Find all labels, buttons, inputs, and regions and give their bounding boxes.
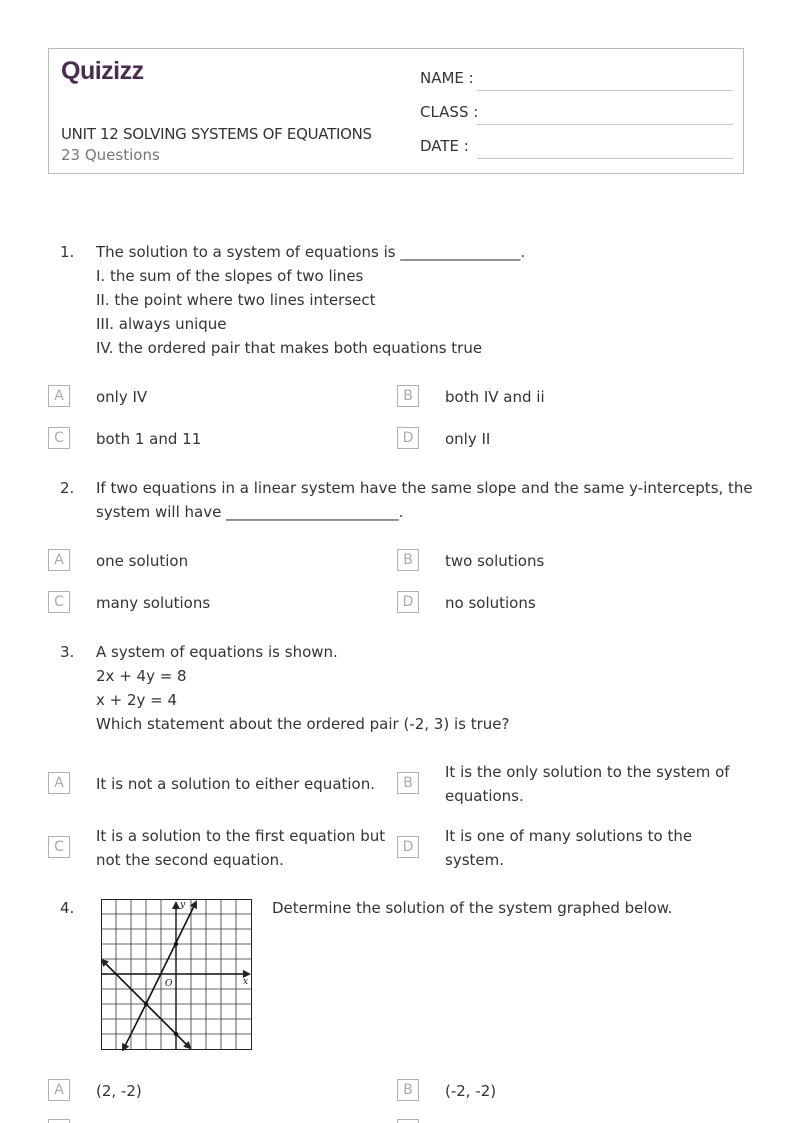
class-field[interactable]	[477, 124, 733, 125]
y-intercept-point	[174, 942, 178, 946]
date-label: DATE :	[420, 137, 469, 155]
option-a-text[interactable]: only IV	[96, 388, 148, 406]
question-line: Determine the solution of the system graphed below.	[272, 899, 673, 917]
option-line: not the second equation.	[96, 851, 284, 869]
option-line: It is one of many solutions to the	[445, 827, 693, 845]
option-c-text[interactable]	[96, 824, 391, 872]
question-text	[272, 896, 672, 920]
option-c-text[interactable]: both 1 and 11	[96, 430, 202, 448]
option-line: It is not a solution to either equation.	[96, 775, 376, 793]
option-a-text[interactable]: one solution	[96, 552, 189, 570]
question-text	[96, 476, 753, 524]
option-d-text[interactable]: only II	[445, 430, 491, 448]
option-b-text[interactable]: both IV and ii	[445, 388, 545, 406]
option-d-box-partial[interactable]	[397, 1119, 419, 1123]
option-c-box-partial[interactable]	[48, 1119, 70, 1123]
question-line: x + 2y = 4	[96, 691, 178, 709]
option-b-box[interactable]: B	[397, 772, 419, 794]
origin-label: O	[165, 979, 173, 989]
x-axis-label: x	[243, 977, 249, 987]
option-a-box[interactable]: A	[48, 1079, 70, 1101]
y-intercept-point	[174, 1032, 178, 1036]
y-axis-label: y	[180, 900, 186, 910]
option-a-box[interactable]: A	[48, 385, 70, 407]
option-d-box[interactable]: D	[397, 427, 419, 449]
question-count: 23 Questions	[61, 146, 160, 164]
question-line: III. always unique	[96, 315, 227, 333]
system-graph	[101, 899, 252, 1051]
question-number: 1.	[60, 243, 75, 261]
option-c-text[interactable]: many solutions	[96, 594, 211, 612]
question-line: A system of equations is shown.	[96, 643, 338, 661]
question-line: IV. the ordered pair that makes both equations true	[96, 339, 483, 357]
option-b-text[interactable]: (-2, -2)	[445, 1082, 497, 1100]
worksheet-header	[48, 48, 744, 174]
option-a-text[interactable]: (2, -2)	[96, 1082, 142, 1100]
option-line: system.	[445, 851, 504, 869]
question-line: Which statement about the ordered pair (-2, 3) is true?	[96, 715, 510, 733]
option-b-text[interactable]	[445, 760, 745, 808]
class-label: CLASS :	[420, 103, 479, 121]
option-c-box[interactable]: C	[48, 427, 70, 449]
option-b-box[interactable]: B	[397, 1079, 419, 1101]
option-a-text[interactable]	[96, 772, 386, 796]
option-b-text[interactable]: two solutions	[445, 552, 545, 570]
option-d-box[interactable]: D	[397, 836, 419, 858]
question-number: 4.	[60, 899, 75, 917]
date-field[interactable]	[477, 158, 733, 159]
option-c-box[interactable]: C	[48, 836, 70, 858]
option-d-box[interactable]: D	[397, 591, 419, 613]
question-number: 2.	[60, 479, 75, 497]
intersection-point	[144, 1002, 148, 1006]
option-c-box[interactable]: C	[48, 591, 70, 613]
question-text	[96, 640, 509, 736]
option-line: It is the only solution to the system of	[445, 763, 730, 781]
question-line: If two equations in a linear system have the same slope and the same y-intercepts, the	[96, 479, 753, 497]
option-line: It is a solution to the first equation but	[96, 827, 386, 845]
option-b-box[interactable]: B	[397, 549, 419, 571]
option-a-box[interactable]: A	[48, 549, 70, 571]
name-field[interactable]	[477, 90, 733, 91]
option-b-box[interactable]: B	[397, 385, 419, 407]
worksheet-title: UNIT 12 SOLVING SYSTEMS OF EQUATIONS	[61, 125, 372, 143]
question-line: 2x + 4y = 8	[96, 667, 187, 685]
question-number: 3.	[60, 643, 75, 661]
option-d-text[interactable]	[445, 824, 745, 872]
question-text	[96, 240, 525, 360]
quizizz-logo: Quizizz	[61, 57, 144, 85]
question-line: II. the point where two lines intersect	[96, 291, 376, 309]
option-a-box[interactable]: A	[48, 772, 70, 794]
option-line: equations.	[445, 787, 524, 805]
question-line: I. the sum of the slopes of two lines	[96, 267, 364, 285]
name-label: NAME :	[420, 69, 474, 87]
option-d-text[interactable]: no solutions	[445, 594, 536, 612]
question-line: The solution to a system of equations is ________________.	[96, 243, 526, 261]
question-line: system will have _______________________.	[96, 503, 404, 521]
